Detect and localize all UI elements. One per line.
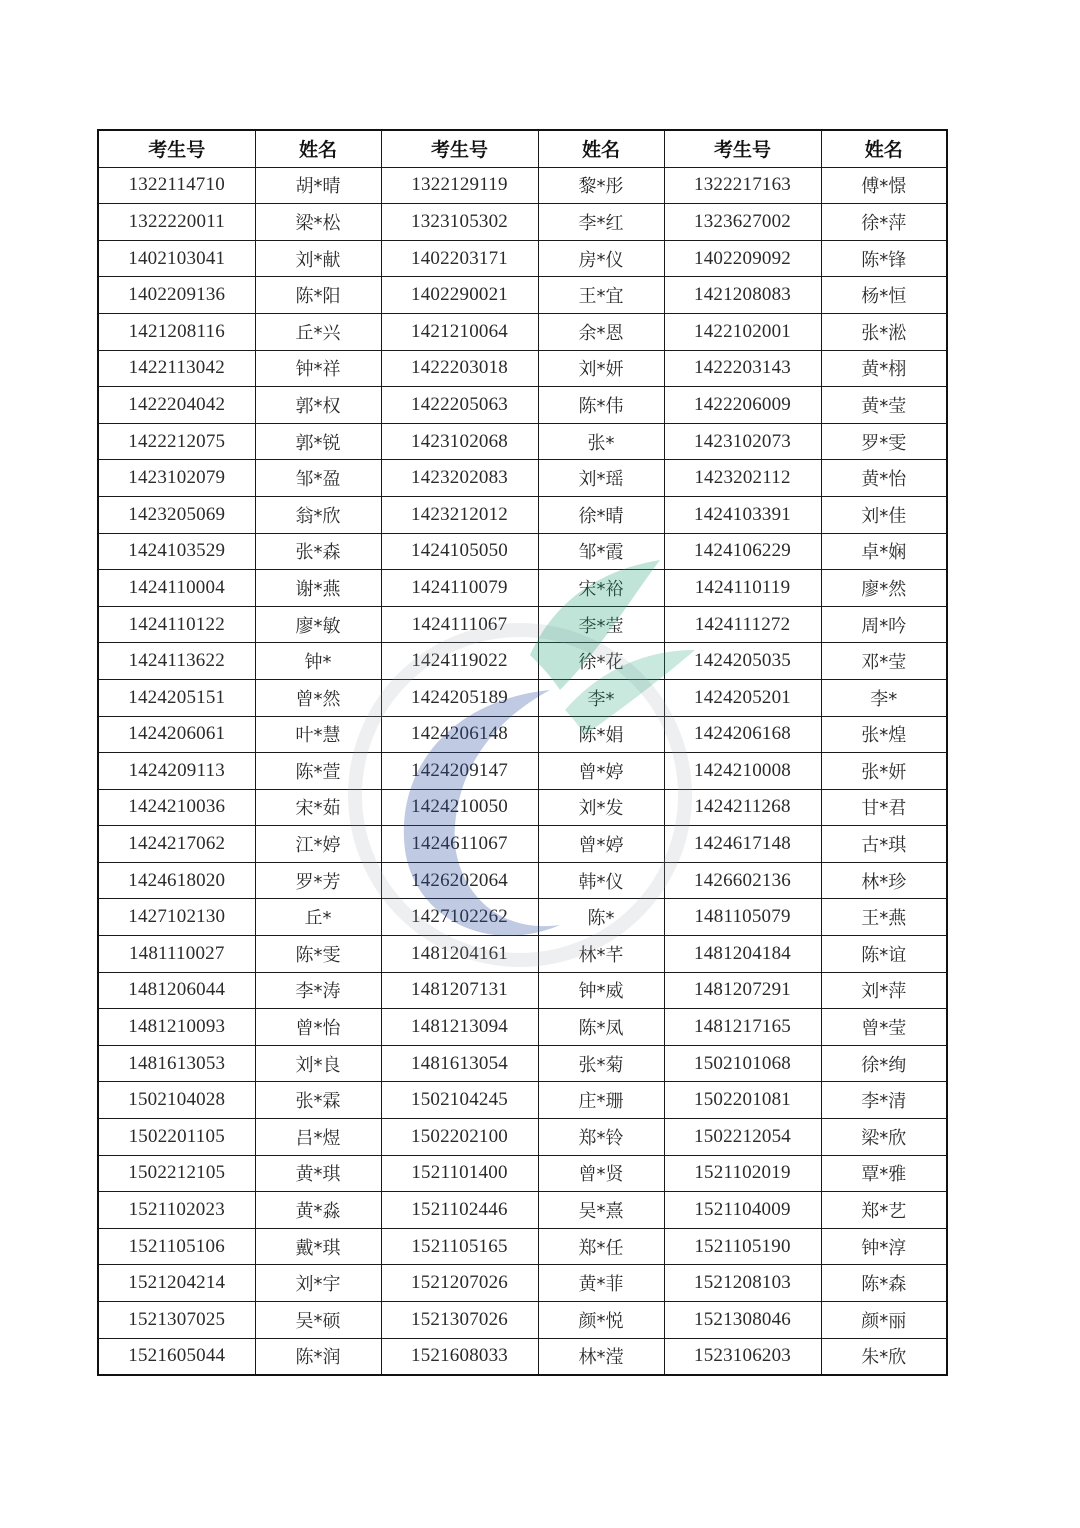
exam-number-cell: 1424110079	[381, 570, 538, 607]
table-row	[98, 313, 947, 350]
table-row	[98, 1009, 947, 1046]
student-name-cell: 朱*欣	[821, 1338, 947, 1375]
exam-number-cell: 1427102130	[98, 899, 255, 936]
student-name-cell: 林*滢	[538, 1338, 664, 1375]
table-row	[98, 1155, 947, 1192]
student-name-cell: 林*珍	[821, 862, 947, 899]
table-row	[98, 753, 947, 790]
student-name-cell: 廖*然	[821, 570, 947, 607]
student-name-cell: 罗*雯	[821, 423, 947, 460]
exam-number-cell: 1521307025	[98, 1302, 255, 1339]
exam-number-cell: 1502212054	[664, 1119, 821, 1156]
exam-number-cell: 1424205201	[664, 679, 821, 716]
exam-number-cell: 1481110027	[98, 936, 255, 973]
student-name-cell: 黄*怡	[821, 460, 947, 497]
student-name-cell: 曾*婷	[538, 753, 664, 790]
student-name-cell: 卓*娴	[821, 533, 947, 570]
student-name-cell: 林*芊	[538, 936, 664, 973]
student-name-cell: 李*清	[821, 1082, 947, 1119]
table-row	[98, 387, 947, 424]
header-name: 姓名	[255, 130, 381, 167]
student-name-cell: 黄*淼	[255, 1192, 381, 1229]
student-name-cell: 胡*晴	[255, 167, 381, 204]
student-name-cell: 张*煌	[821, 716, 947, 753]
exam-number-cell: 1424205189	[381, 679, 538, 716]
exam-number-cell: 1322220011	[98, 204, 255, 241]
student-name-cell: 徐*花	[538, 643, 664, 680]
student-name-cell: 张*	[538, 423, 664, 460]
student-name-cell: 黎*彤	[538, 167, 664, 204]
student-name-cell: 房*仪	[538, 240, 664, 277]
table-row	[98, 277, 947, 314]
exam-number-cell: 1521308046	[664, 1302, 821, 1339]
exam-number-cell: 1423102079	[98, 460, 255, 497]
exam-number-cell: 1424106229	[664, 533, 821, 570]
exam-number-cell: 1424103529	[98, 533, 255, 570]
student-name-cell: 王*宜	[538, 277, 664, 314]
exam-number-cell: 1424209147	[381, 753, 538, 790]
student-name-cell: 郑*任	[538, 1228, 664, 1265]
exam-number-cell: 1521105190	[664, 1228, 821, 1265]
header-exam-number: 考生号	[664, 130, 821, 167]
student-name-cell: 黄*琪	[255, 1155, 381, 1192]
student-name-cell: 李*莹	[538, 606, 664, 643]
exam-number-cell: 1402203171	[381, 240, 538, 277]
exam-number-cell: 1422212075	[98, 423, 255, 460]
exam-number-cell: 1481217165	[664, 1009, 821, 1046]
table-row	[98, 862, 947, 899]
table-row	[98, 1119, 947, 1156]
exam-number-cell: 1521307026	[381, 1302, 538, 1339]
exam-number-cell: 1427102262	[381, 899, 538, 936]
student-name-cell: 陈*森	[821, 1265, 947, 1302]
exam-number-cell: 1402209136	[98, 277, 255, 314]
student-name-cell: 李*	[538, 679, 664, 716]
exam-number-cell: 1424110119	[664, 570, 821, 607]
exam-number-cell: 1424205151	[98, 679, 255, 716]
student-name-cell: 刘*发	[538, 789, 664, 826]
table-row	[98, 167, 947, 204]
exam-number-cell: 1424110122	[98, 606, 255, 643]
exam-number-cell: 1422205063	[381, 387, 538, 424]
student-name-cell: 刘*妍	[538, 350, 664, 387]
student-name-cell: 陈*萱	[255, 753, 381, 790]
header-name: 姓名	[538, 130, 664, 167]
student-name-cell: 钟*祥	[255, 350, 381, 387]
student-name-cell: 张*妍	[821, 753, 947, 790]
exam-number-cell: 1481207131	[381, 972, 538, 1009]
table-row	[98, 606, 947, 643]
student-name-cell: 钟*	[255, 643, 381, 680]
student-name-cell: 徐*萍	[821, 204, 947, 241]
table-row	[98, 1265, 947, 1302]
exam-number-cell: 1422113042	[98, 350, 255, 387]
exam-number-cell: 1521605044	[98, 1338, 255, 1375]
exam-number-cell: 1481207291	[664, 972, 821, 1009]
table-row	[98, 1082, 947, 1119]
student-name-cell: 刘*萍	[821, 972, 947, 1009]
student-name-cell: 覃*雅	[821, 1155, 947, 1192]
table-row	[98, 1228, 947, 1265]
student-name-cell: 宋*裕	[538, 570, 664, 607]
student-name-cell: 廖*敏	[255, 606, 381, 643]
student-name-cell: 郭*权	[255, 387, 381, 424]
student-name-cell: 曾*怡	[255, 1009, 381, 1046]
student-name-cell: 邹*霞	[538, 533, 664, 570]
table-row	[98, 350, 947, 387]
table-row	[98, 826, 947, 863]
student-name-cell: 张*菊	[538, 1045, 664, 1082]
student-name-cell: 张*霖	[255, 1082, 381, 1119]
student-name-cell: 翁*欣	[255, 496, 381, 533]
student-name-cell: 江*婷	[255, 826, 381, 863]
exam-number-cell: 1423212012	[381, 496, 538, 533]
exam-number-cell: 1422102001	[664, 313, 821, 350]
table-row	[98, 679, 947, 716]
student-name-cell: 吕*煜	[255, 1119, 381, 1156]
header-name: 姓名	[821, 130, 947, 167]
exam-number-cell: 1422204042	[98, 387, 255, 424]
student-name-cell: 杨*恒	[821, 277, 947, 314]
student-name-cell: 梁*松	[255, 204, 381, 241]
exam-number-cell: 1523106203	[664, 1338, 821, 1375]
student-name-cell: 丘*兴	[255, 313, 381, 350]
exam-number-cell: 1481613053	[98, 1045, 255, 1082]
student-name-cell: 王*燕	[821, 899, 947, 936]
student-name-cell: 韩*仪	[538, 862, 664, 899]
table-row	[98, 972, 947, 1009]
exam-number-cell: 1521102446	[381, 1192, 538, 1229]
exam-number-cell: 1502101068	[664, 1045, 821, 1082]
student-name-cell: 陈*雯	[255, 936, 381, 973]
student-name-cell: 郑*艺	[821, 1192, 947, 1229]
exam-number-cell: 1424103391	[664, 496, 821, 533]
exam-number-cell: 1323627002	[664, 204, 821, 241]
exam-number-cell: 1323105302	[381, 204, 538, 241]
student-name-cell: 庄*珊	[538, 1082, 664, 1119]
student-name-cell: 陈*谊	[821, 936, 947, 973]
student-name-cell: 周*吟	[821, 606, 947, 643]
table-row	[98, 1338, 947, 1375]
table-row	[98, 423, 947, 460]
exam-number-cell: 1424611067	[381, 826, 538, 863]
exam-number-cell: 1502104028	[98, 1082, 255, 1119]
student-name-cell: 刘*献	[255, 240, 381, 277]
student-name-cell: 李*红	[538, 204, 664, 241]
student-name-cell: 颜*丽	[821, 1302, 947, 1339]
student-name-cell: 曾*然	[255, 679, 381, 716]
exam-number-cell: 1423202112	[664, 460, 821, 497]
exam-number-cell: 1521208103	[664, 1265, 821, 1302]
exam-number-cell: 1422203143	[664, 350, 821, 387]
student-name-cell: 邹*盈	[255, 460, 381, 497]
student-name-cell: 陈*凤	[538, 1009, 664, 1046]
student-name-cell: 叶*慧	[255, 716, 381, 753]
exam-number-cell: 1423102068	[381, 423, 538, 460]
student-name-cell: 陈*伟	[538, 387, 664, 424]
exam-number-cell: 1521102023	[98, 1192, 255, 1229]
exam-number-cell: 1421210064	[381, 313, 538, 350]
exam-number-cell: 1521207026	[381, 1265, 538, 1302]
student-name-cell: 徐*绚	[821, 1045, 947, 1082]
student-name-cell: 曾*贤	[538, 1155, 664, 1192]
header-exam-number: 考生号	[381, 130, 538, 167]
table-body	[98, 167, 947, 1375]
exam-number-cell: 1502212105	[98, 1155, 255, 1192]
exam-number-cell: 1481613054	[381, 1045, 538, 1082]
exam-number-cell: 1502202100	[381, 1119, 538, 1156]
exam-number-cell: 1481204161	[381, 936, 538, 973]
exam-number-cell: 1481206044	[98, 972, 255, 1009]
header-exam-number: 考生号	[98, 130, 255, 167]
student-name-cell: 罗*芳	[255, 862, 381, 899]
student-name-cell: 梁*欣	[821, 1119, 947, 1156]
student-name-cell: 吴*硕	[255, 1302, 381, 1339]
exam-number-cell: 1424217062	[98, 826, 255, 863]
exam-number-cell: 1521608033	[381, 1338, 538, 1375]
student-name-cell: 刘*良	[255, 1045, 381, 1082]
student-name-cell: 曾*婷	[538, 826, 664, 863]
exam-number-cell: 1424210036	[98, 789, 255, 826]
exam-number-cell: 1322129119	[381, 167, 538, 204]
exam-number-cell: 1521105106	[98, 1228, 255, 1265]
exam-number-cell: 1424206061	[98, 716, 255, 753]
exam-number-cell: 1424206148	[381, 716, 538, 753]
exam-number-cell: 1322217163	[664, 167, 821, 204]
student-name-cell: 谢*燕	[255, 570, 381, 607]
student-name-cell: 黄*菲	[538, 1265, 664, 1302]
student-name-cell: 黄*栩	[821, 350, 947, 387]
table-row	[98, 460, 947, 497]
table-row	[98, 533, 947, 570]
table-row	[98, 570, 947, 607]
exam-number-cell: 1426202064	[381, 862, 538, 899]
table-row	[98, 716, 947, 753]
exam-number-cell: 1322114710	[98, 167, 255, 204]
exam-number-cell: 1424210050	[381, 789, 538, 826]
exam-number-cell: 1424209113	[98, 753, 255, 790]
student-name-cell: 古*琪	[821, 826, 947, 863]
exam-number-cell: 1424111067	[381, 606, 538, 643]
student-name-cell: 陈*	[538, 899, 664, 936]
student-name-cell: 郑*铃	[538, 1119, 664, 1156]
student-name-cell: 刘*瑶	[538, 460, 664, 497]
exam-number-cell: 1502104245	[381, 1082, 538, 1119]
table-row	[98, 1302, 947, 1339]
exam-number-cell: 1521104009	[664, 1192, 821, 1229]
student-name-cell: 陈*阳	[255, 277, 381, 314]
exam-number-cell: 1423102073	[664, 423, 821, 460]
exam-number-cell: 1481213094	[381, 1009, 538, 1046]
exam-number-cell: 1424113622	[98, 643, 255, 680]
exam-number-cell: 1402103041	[98, 240, 255, 277]
student-name-cell: 丘*	[255, 899, 381, 936]
student-name-cell: 曾*莹	[821, 1009, 947, 1046]
student-name-cell: 张*淞	[821, 313, 947, 350]
exam-number-cell: 1422206009	[664, 387, 821, 424]
exam-number-cell: 1521101400	[381, 1155, 538, 1192]
exam-number-cell: 1421208083	[664, 277, 821, 314]
student-name-cell: 郭*锐	[255, 423, 381, 460]
exam-number-cell: 1424617148	[664, 826, 821, 863]
table-row	[98, 936, 947, 973]
exam-number-cell: 1502201105	[98, 1119, 255, 1156]
student-name-cell: 宋*茹	[255, 789, 381, 826]
table-row	[98, 1192, 947, 1229]
exam-number-cell: 1521204214	[98, 1265, 255, 1302]
exam-number-cell: 1502201081	[664, 1082, 821, 1119]
exam-number-cell: 1521102019	[664, 1155, 821, 1192]
table-row	[98, 496, 947, 533]
admission-list-table	[97, 129, 948, 1376]
exam-number-cell: 1424119022	[381, 643, 538, 680]
table-row	[98, 1045, 947, 1082]
table-row	[98, 789, 947, 826]
student-name-cell: 陈*娟	[538, 716, 664, 753]
table-row	[98, 204, 947, 241]
student-name-cell: 余*恩	[538, 313, 664, 350]
table-header-row	[98, 130, 947, 167]
exam-number-cell: 1422203018	[381, 350, 538, 387]
student-name-cell: 钟*淳	[821, 1228, 947, 1265]
student-name-cell: 吴*熹	[538, 1192, 664, 1229]
exam-number-cell: 1421208116	[98, 313, 255, 350]
exam-number-cell: 1481210093	[98, 1009, 255, 1046]
student-name-cell: 甘*君	[821, 789, 947, 826]
exam-number-cell: 1424111272	[664, 606, 821, 643]
student-name-cell: 徐*晴	[538, 496, 664, 533]
exam-number-cell: 1481204184	[664, 936, 821, 973]
exam-number-cell: 1423202083	[381, 460, 538, 497]
student-name-cell: 李*	[821, 679, 947, 716]
student-name-cell: 傅*憬	[821, 167, 947, 204]
exam-number-cell: 1424105050	[381, 533, 538, 570]
student-name-cell: 李*涛	[255, 972, 381, 1009]
exam-number-cell: 1424210008	[664, 753, 821, 790]
student-name-cell: 钟*威	[538, 972, 664, 1009]
student-name-cell: 戴*琪	[255, 1228, 381, 1265]
table-row	[98, 240, 947, 277]
student-name-cell: 颜*悦	[538, 1302, 664, 1339]
exam-number-cell: 1521105165	[381, 1228, 538, 1265]
exam-number-cell: 1424206168	[664, 716, 821, 753]
exam-number-cell: 1481105079	[664, 899, 821, 936]
student-name-cell: 邓*莹	[821, 643, 947, 680]
table-row	[98, 643, 947, 680]
exam-number-cell: 1402209092	[664, 240, 821, 277]
student-name-cell: 张*森	[255, 533, 381, 570]
exam-number-cell: 1402290021	[381, 277, 538, 314]
student-name-cell: 陈*润	[255, 1338, 381, 1375]
student-name-cell: 刘*佳	[821, 496, 947, 533]
student-name-cell: 刘*宇	[255, 1265, 381, 1302]
student-name-cell: 陈*锋	[821, 240, 947, 277]
table-row	[98, 899, 947, 936]
exam-number-cell: 1424110004	[98, 570, 255, 607]
exam-number-cell: 1424618020	[98, 862, 255, 899]
exam-number-cell: 1426602136	[664, 862, 821, 899]
exam-number-cell: 1424205035	[664, 643, 821, 680]
student-name-cell: 黄*莹	[821, 387, 947, 424]
exam-number-cell: 1423205069	[98, 496, 255, 533]
exam-number-cell: 1424211268	[664, 789, 821, 826]
